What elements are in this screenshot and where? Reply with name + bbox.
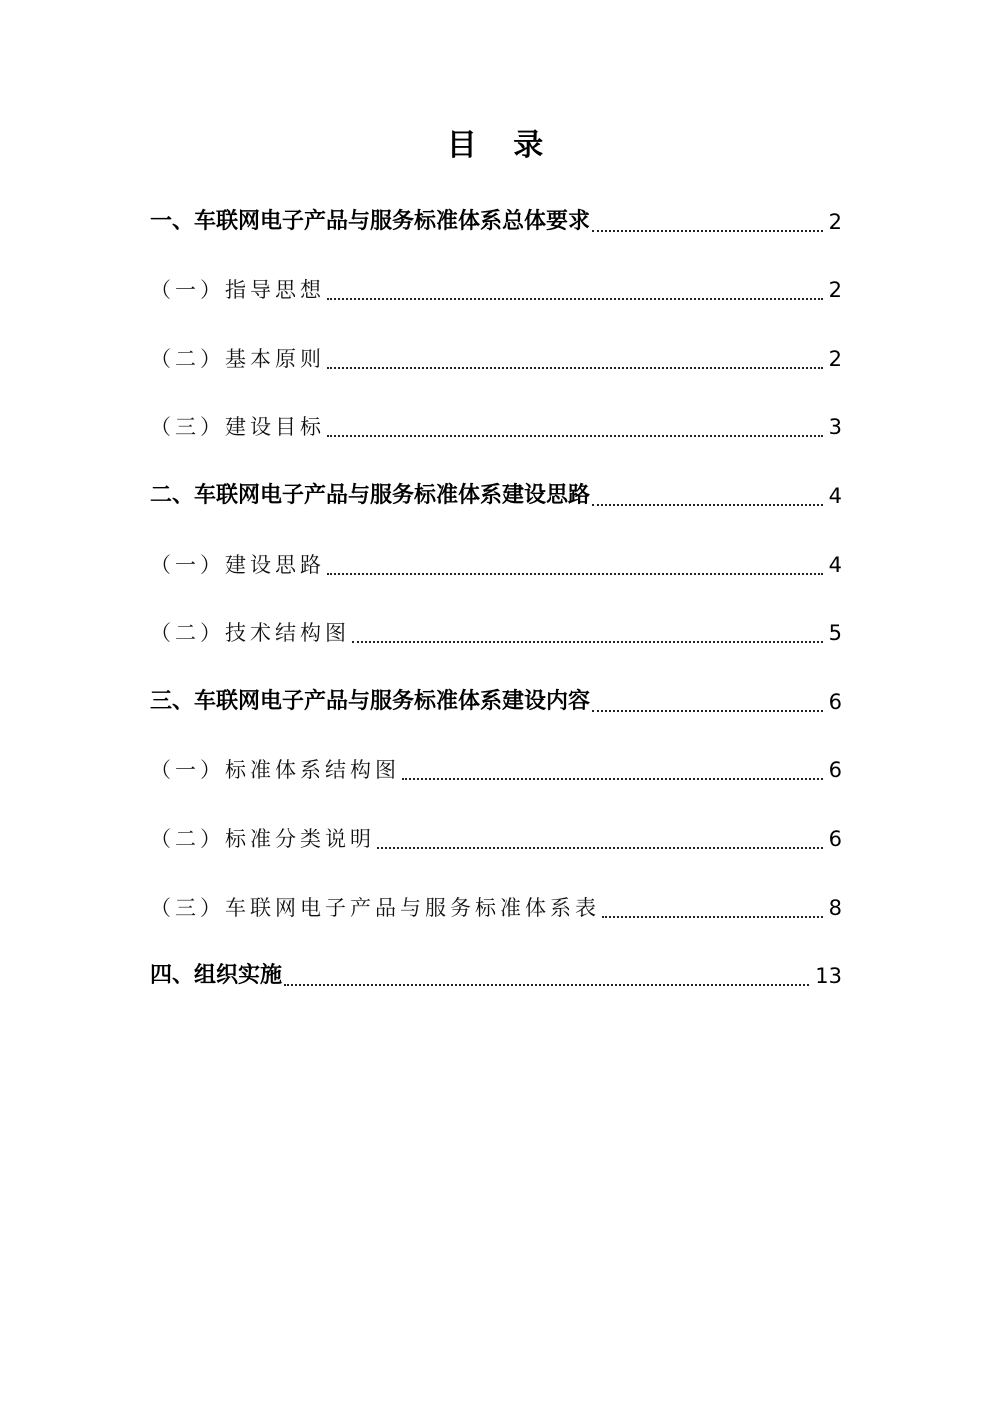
toc-entry-text: 二、车联网电子产品与服务标准体系建设思路 bbox=[150, 482, 591, 508]
toc-leader-dots bbox=[602, 898, 823, 918]
toc-page-number: 4 bbox=[828, 483, 842, 508]
toc-leader-dots bbox=[592, 486, 823, 506]
toc-entry[interactable] bbox=[150, 399, 842, 468]
toc-entry[interactable] bbox=[150, 467, 842, 536]
toc-leader-dots bbox=[284, 966, 809, 986]
toc-entry[interactable] bbox=[150, 536, 842, 605]
toc-page-number: 6 bbox=[828, 758, 842, 783]
toc-entry[interactable] bbox=[150, 673, 842, 742]
toc-entry-text: （一）标准体系结构图 bbox=[150, 758, 400, 783]
toc-entry-text: （一）建设思路 bbox=[150, 552, 325, 577]
toc-page-number: 13 bbox=[815, 964, 842, 989]
toc-entry[interactable] bbox=[150, 330, 842, 399]
toc-page-number: 3 bbox=[828, 415, 842, 440]
toc-entry[interactable] bbox=[150, 879, 842, 948]
toc-page-number: 4 bbox=[828, 552, 842, 577]
toc-leader-dots bbox=[327, 417, 823, 437]
toc-entry-text: （三）车联网电子产品与服务标准体系表 bbox=[150, 895, 600, 920]
toc-page-number: 5 bbox=[828, 621, 842, 646]
toc-page-number: 8 bbox=[828, 895, 842, 920]
toc-title: 目 录 bbox=[446, 128, 546, 163]
toc-entry-text: （一）指导思想 bbox=[150, 278, 325, 303]
toc-leader-dots bbox=[327, 280, 823, 300]
toc-leader-dots bbox=[327, 555, 823, 575]
toc-entry-text: 三、车联网电子产品与服务标准体系建设内容 bbox=[150, 688, 591, 714]
toc-entry-text: （二）标准分类说明 bbox=[150, 826, 375, 851]
toc-page-number: 2 bbox=[828, 209, 842, 234]
toc-leader-dots bbox=[327, 349, 823, 369]
toc-entry[interactable] bbox=[150, 742, 842, 811]
toc-entry-text: 一、车联网电子产品与服务标准体系总体要求 bbox=[150, 208, 591, 234]
toc-leader-dots bbox=[352, 623, 823, 643]
toc-entry[interactable] bbox=[150, 605, 842, 674]
toc-entry[interactable] bbox=[150, 810, 842, 879]
toc-leader-dots bbox=[592, 692, 823, 712]
toc-page-number: 6 bbox=[828, 826, 842, 851]
toc-entry-text: （三）建设目标 bbox=[150, 415, 325, 440]
toc-page-number: 2 bbox=[828, 278, 842, 303]
toc-entry-text: （二）基本原则 bbox=[150, 346, 325, 371]
toc-page-number: 6 bbox=[828, 689, 842, 714]
toc-page-number: 2 bbox=[828, 346, 842, 371]
toc-entry[interactable] bbox=[150, 948, 842, 1017]
toc-entry-text: （二）技术结构图 bbox=[150, 621, 350, 646]
toc-leader-dots bbox=[402, 760, 823, 780]
toc-entry[interactable] bbox=[150, 262, 842, 331]
toc-entry-text: 四、组织实施 bbox=[150, 963, 283, 989]
toc-leader-dots bbox=[377, 829, 823, 849]
toc-list bbox=[150, 193, 842, 1016]
toc-leader-dots bbox=[592, 212, 823, 232]
toc-entry[interactable] bbox=[150, 193, 842, 262]
